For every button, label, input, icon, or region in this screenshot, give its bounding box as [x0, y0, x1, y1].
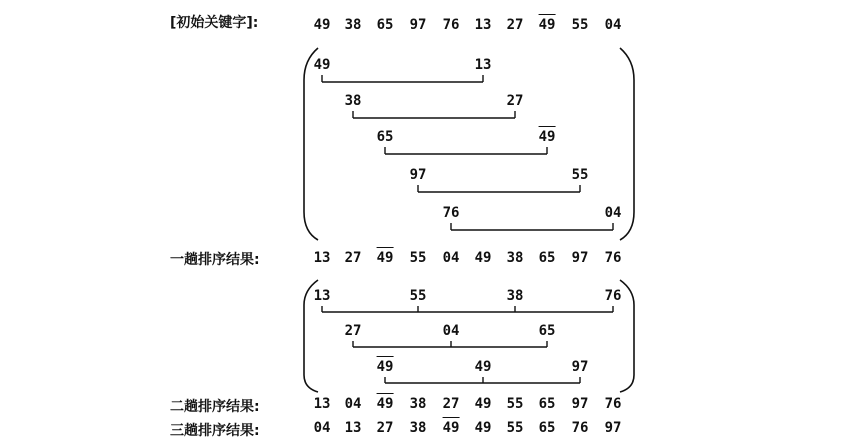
group2-value: 49	[376, 359, 394, 375]
sequence-initial-value: 38	[344, 17, 362, 33]
sequence-pass1-value: 49	[376, 250, 394, 266]
group2-value: 97	[571, 359, 589, 375]
group2-right-bracket	[620, 280, 634, 392]
sequence-pass3-value: 27	[376, 420, 394, 436]
sequence-pass3-value: 49	[442, 420, 460, 436]
sequence-pass1-value: 76	[604, 250, 622, 266]
sequence-pass3-value: 76	[571, 420, 589, 436]
sequence-initial-value: 27	[506, 17, 524, 33]
group1-value: 27	[506, 93, 524, 109]
label-pass-1: 一趟排序结果:	[170, 252, 260, 268]
group1-right-bracket	[620, 48, 634, 240]
sequence-pass2-value: 13	[313, 396, 331, 412]
sequence-pass2-value: 27	[442, 396, 460, 412]
sequence-initial-value: 76	[442, 17, 460, 33]
sequence-pass3-value: 49	[474, 420, 492, 436]
group1-value: 13	[474, 57, 492, 73]
sequence-pass1-value: 49	[474, 250, 492, 266]
sequence-pass1-value: 97	[571, 250, 589, 266]
sequence-pass1-value: 55	[409, 250, 427, 266]
sequence-initial-value: 55	[571, 17, 589, 33]
group1-value: 38	[344, 93, 362, 109]
sequence-initial-value: 97	[409, 17, 427, 33]
sequence-pass1-value: 27	[344, 250, 362, 266]
sequence-pass2-value: 76	[604, 396, 622, 412]
sequence-pass1-value: 13	[313, 250, 331, 266]
label-pass-2: 二趟排序结果:	[170, 399, 260, 415]
group1-value: 55	[571, 167, 589, 183]
group2-value: 13	[313, 288, 331, 304]
sequence-initial-value: 04	[604, 17, 622, 33]
group1-value: 65	[376, 129, 394, 145]
sequence-pass3-value: 13	[344, 420, 362, 436]
group1-value: 49	[538, 129, 556, 145]
sequence-pass3-value: 38	[409, 420, 427, 436]
group2-value: 27	[344, 323, 362, 339]
sequence-pass2-value: 04	[344, 396, 362, 412]
label-initial-keys: [初始关键字]:	[170, 15, 259, 31]
sequence-pass2-value: 49	[376, 396, 394, 412]
sequence-pass3-value: 04	[313, 420, 331, 436]
group1-left-bracket	[304, 48, 318, 240]
sequence-initial-value: 65	[376, 17, 394, 33]
group1-value: 76	[442, 205, 460, 221]
sequence-initial-value: 49	[538, 17, 556, 33]
group2-value: 65	[538, 323, 556, 339]
group1-value: 49	[313, 57, 331, 73]
sequence-pass2-value: 55	[506, 396, 524, 412]
sequence-pass2-value: 38	[409, 396, 427, 412]
sequence-pass3-value: 65	[538, 420, 556, 436]
label-pass-3: 三趟排序结果:	[170, 423, 260, 439]
sequence-pass3-value: 97	[604, 420, 622, 436]
group1-value: 97	[409, 167, 427, 183]
sequence-pass2-value: 65	[538, 396, 556, 412]
group1-value: 04	[604, 205, 622, 221]
sequence-initial-value: 49	[313, 17, 331, 33]
sequence-pass1-value: 04	[442, 250, 460, 266]
sequence-pass3-value: 55	[506, 420, 524, 436]
sequence-pass2-value: 97	[571, 396, 589, 412]
sequence-initial-value: 13	[474, 17, 492, 33]
group2-value: 55	[409, 288, 427, 304]
sequence-pass1-value: 65	[538, 250, 556, 266]
sequence-pass2-value: 49	[474, 396, 492, 412]
sequence-pass1-value: 38	[506, 250, 524, 266]
group2-value: 76	[604, 288, 622, 304]
group2-value: 38	[506, 288, 524, 304]
group2-value: 49	[474, 359, 492, 375]
group2-value: 04	[442, 323, 460, 339]
